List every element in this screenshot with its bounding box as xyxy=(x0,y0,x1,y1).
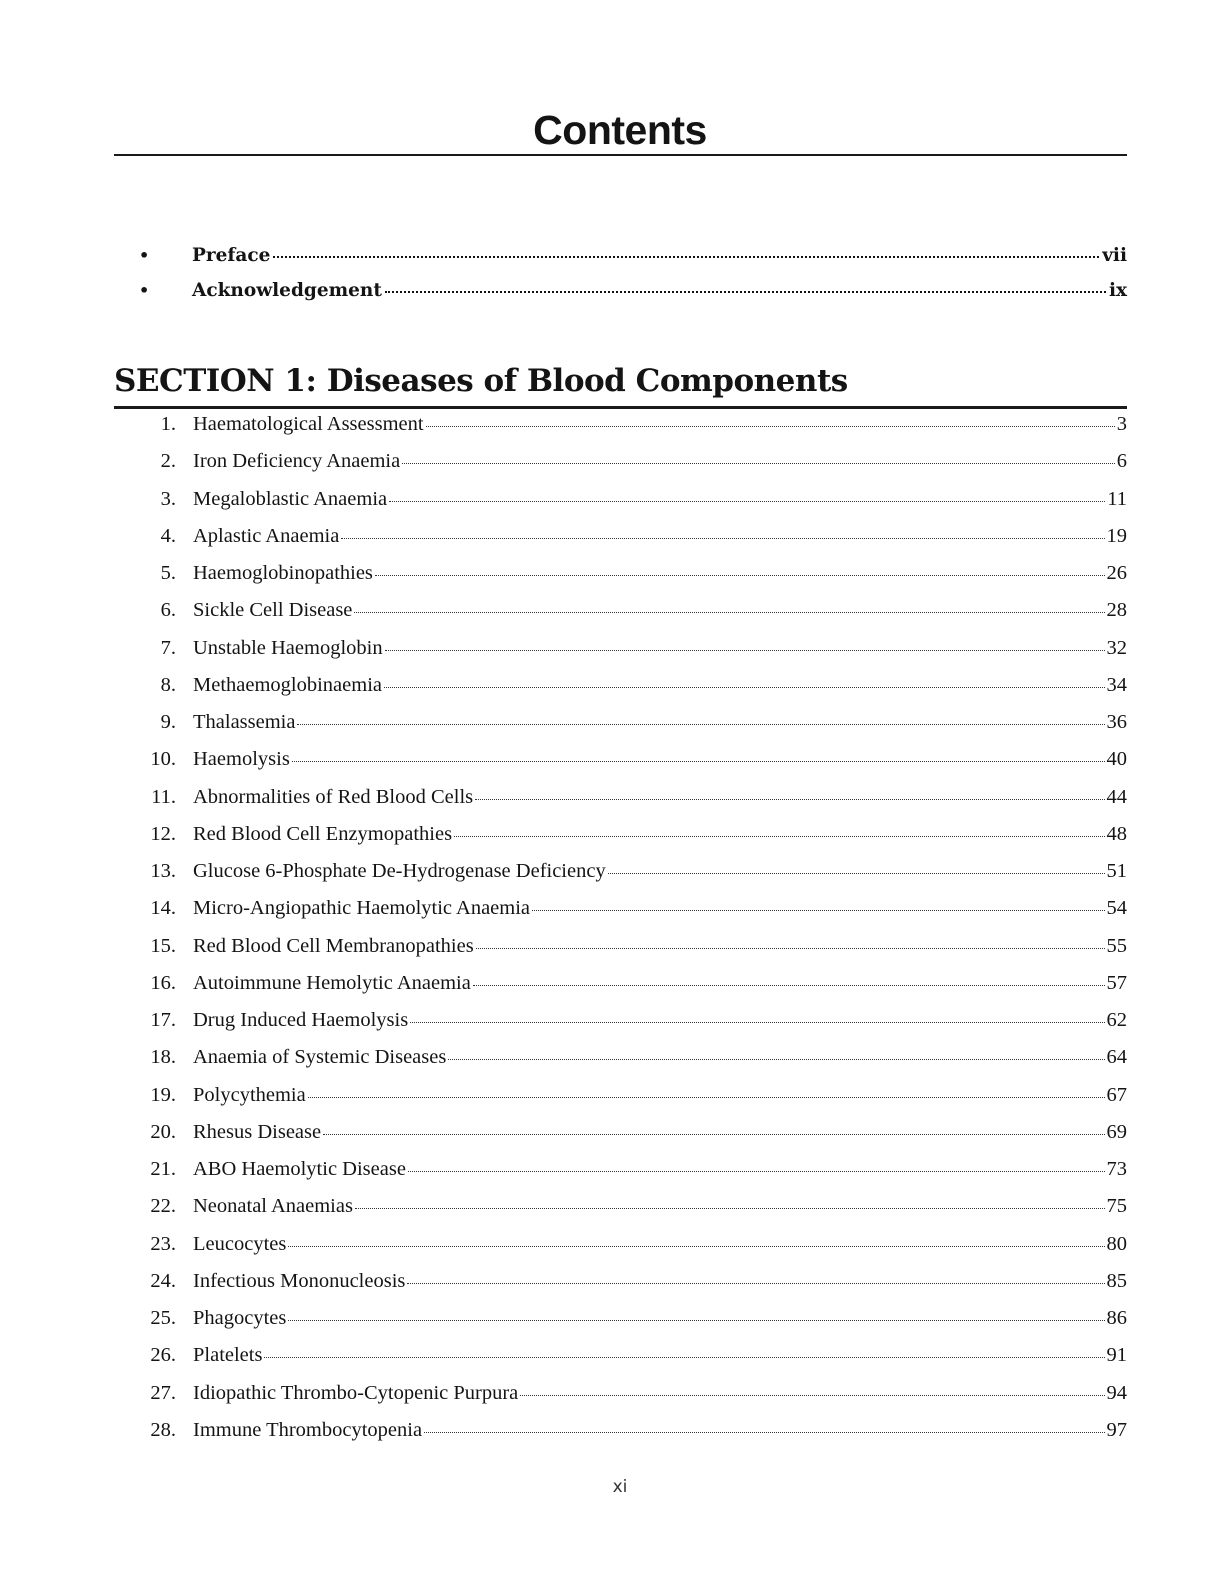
toc-entry[interactable] xyxy=(114,823,1127,860)
toc-entry[interactable] xyxy=(114,674,1127,711)
chapter-title: Platelets xyxy=(193,1344,263,1367)
chapter-title: Red Blood Cell Enzymopathies xyxy=(193,822,453,845)
chapter-title: Methaemoglobinaemia xyxy=(193,673,382,696)
chapter-page: 94 xyxy=(1106,1381,1127,1404)
chapter-page: 97 xyxy=(1106,1418,1127,1441)
toc-entry[interactable] xyxy=(114,562,1127,599)
chapter-number: 20. xyxy=(150,1120,176,1143)
chapter-title: Sickle Cell Disease xyxy=(193,599,353,622)
toc-entry[interactable] xyxy=(114,860,1127,897)
dot-leader xyxy=(520,1395,1104,1396)
toc-entry[interactable] xyxy=(114,450,1127,487)
front-matter-item[interactable] xyxy=(114,280,1127,315)
chapter-title: Infectious Mononucleosis xyxy=(193,1269,406,1292)
toc-entry[interactable] xyxy=(114,1233,1127,1270)
toc-entry[interactable] xyxy=(114,1121,1127,1158)
toc-entry[interactable] xyxy=(114,786,1127,823)
chapter-page: 11 xyxy=(1107,487,1127,510)
dot-leader xyxy=(375,575,1105,576)
dot-leader xyxy=(341,538,1104,539)
toc-entry[interactable] xyxy=(114,1307,1127,1344)
chapter-title: Polycythemia xyxy=(193,1083,306,1106)
chapter-page: 19 xyxy=(1106,524,1127,547)
chapter-title: Abnormalities of Red Blood Cells xyxy=(193,785,474,808)
front-matter-page: ix xyxy=(1108,280,1127,301)
toc-list xyxy=(114,413,1127,1456)
chapter-page: 80 xyxy=(1106,1232,1127,1255)
dot-leader xyxy=(264,1357,1104,1358)
chapter-number: 1. xyxy=(160,413,176,435)
title-rule xyxy=(114,154,1127,156)
dot-leader xyxy=(475,799,1104,800)
toc-entry[interactable] xyxy=(114,1419,1127,1456)
toc-entry[interactable] xyxy=(114,935,1127,972)
chapter-page: 44 xyxy=(1106,785,1127,808)
chapter-page: 73 xyxy=(1106,1158,1127,1180)
chapter-page: 69 xyxy=(1106,1120,1127,1143)
dot-leader xyxy=(385,650,1105,651)
chapter-title: Drug Induced Haemolysis xyxy=(193,1009,409,1031)
chapter-number: 8. xyxy=(160,673,176,696)
toc-entry[interactable] xyxy=(114,748,1127,785)
toc-entry[interactable] xyxy=(114,897,1127,934)
chapter-number: 21. xyxy=(150,1158,176,1180)
dot-leader xyxy=(385,291,1106,293)
front-matter-item[interactable] xyxy=(114,245,1127,280)
chapter-number: 26. xyxy=(150,1344,176,1367)
section-rule xyxy=(114,406,1127,409)
toc-entry[interactable] xyxy=(114,1046,1127,1083)
chapter-title: Micro-Angiopathic Haemolytic Anaemia xyxy=(193,897,531,920)
chapter-number: 24. xyxy=(150,1269,176,1292)
chapter-number: 11. xyxy=(151,785,176,808)
chapter-page: 91 xyxy=(1106,1344,1127,1367)
chapter-page: 54 xyxy=(1106,897,1127,920)
chapter-number: 17. xyxy=(150,1009,176,1031)
chapter-page: 51 xyxy=(1106,860,1127,882)
chapter-title: Thalassemia xyxy=(193,711,296,733)
chapter-title: Haemolysis xyxy=(193,748,290,771)
chapter-number: 13. xyxy=(150,860,176,882)
toc-entry[interactable] xyxy=(114,972,1127,1009)
chapter-number: 14. xyxy=(150,897,176,920)
chapter-title: Aplastic Anaemia xyxy=(193,524,340,547)
toc-entry[interactable] xyxy=(114,525,1127,562)
chapter-page: 62 xyxy=(1106,1009,1127,1031)
chapter-number: 2. xyxy=(160,450,176,473)
dot-leader xyxy=(288,1320,1104,1321)
chapter-page: 48 xyxy=(1106,822,1127,845)
chapter-number: 19. xyxy=(150,1083,176,1106)
front-matter-label: Acknowledgement xyxy=(192,280,382,301)
chapter-title: Phagocytes xyxy=(193,1307,287,1329)
chapter-page: 40 xyxy=(1106,748,1127,771)
chapter-page: 26 xyxy=(1106,562,1127,584)
dot-leader xyxy=(323,1134,1104,1135)
toc-entry[interactable] xyxy=(114,711,1127,748)
chapter-title: Haematological Assessment xyxy=(193,413,424,435)
dot-leader xyxy=(448,1059,1104,1060)
chapter-number: 7. xyxy=(160,636,176,659)
chapter-number: 6. xyxy=(160,599,176,622)
chapter-number: 23. xyxy=(150,1232,176,1255)
chapter-title: Megaloblastic Anaemia xyxy=(193,487,388,510)
chapter-page: 36 xyxy=(1106,711,1127,733)
chapter-title: Red Blood Cell Membranopathies xyxy=(193,934,474,957)
dot-leader xyxy=(355,1208,1105,1209)
front-matter-label: Preface xyxy=(192,245,271,266)
chapter-number: 10. xyxy=(150,748,176,771)
dot-leader xyxy=(608,873,1105,874)
dot-leader xyxy=(308,1097,1105,1098)
chapter-number: 25. xyxy=(150,1307,176,1329)
chapter-number: 27. xyxy=(150,1381,176,1404)
dot-leader xyxy=(402,463,1115,464)
chapter-page: 28 xyxy=(1106,599,1127,622)
chapter-number: 3. xyxy=(160,487,176,510)
front-matter-list xyxy=(114,245,1127,315)
toc-entry[interactable] xyxy=(114,488,1127,525)
bullet-icon: • xyxy=(139,246,150,265)
chapter-title: Anaemia of Systemic Diseases xyxy=(193,1046,447,1069)
dot-leader xyxy=(454,836,1104,837)
chapter-page: 57 xyxy=(1106,971,1127,994)
chapter-number: 15. xyxy=(150,934,176,957)
chapter-title: Glucose 6-Phosphate De-Hydrogenase Deficiency xyxy=(193,860,606,882)
toc-entry[interactable] xyxy=(114,1344,1127,1381)
toc-entry[interactable] xyxy=(114,1084,1127,1121)
toc-entry[interactable] xyxy=(114,599,1127,636)
chapter-number: 16. xyxy=(150,971,176,994)
dot-leader xyxy=(389,501,1105,502)
toc-entry[interactable] xyxy=(114,1195,1127,1232)
chapter-title: Iron Deficiency Anaemia xyxy=(193,450,401,473)
dot-leader xyxy=(424,1432,1104,1433)
dot-leader xyxy=(410,1022,1104,1023)
chapter-title: Leucocytes xyxy=(193,1232,287,1255)
chapter-page: 55 xyxy=(1106,934,1127,957)
toc-entry[interactable] xyxy=(114,413,1127,450)
bullet-icon: • xyxy=(139,281,150,300)
chapter-title: Haemoglobinopathies xyxy=(193,562,373,584)
dot-leader xyxy=(354,612,1104,613)
chapter-title: Neonatal Anaemias xyxy=(193,1195,353,1218)
chapter-number: 12. xyxy=(150,822,176,845)
chapter-page: 3 xyxy=(1116,413,1127,435)
dot-leader xyxy=(426,426,1115,427)
chapter-number: 9. xyxy=(160,711,176,733)
toc-entry[interactable] xyxy=(114,1009,1127,1046)
chapter-title: ABO Haemolytic Disease xyxy=(193,1158,406,1180)
front-matter-page: vii xyxy=(1102,245,1127,266)
dot-leader xyxy=(473,985,1105,986)
chapter-number: 5. xyxy=(160,562,176,584)
chapter-number: 28. xyxy=(150,1418,176,1441)
dot-leader xyxy=(532,910,1104,911)
toc-entry[interactable] xyxy=(114,1270,1127,1307)
chapter-title: Rhesus Disease xyxy=(193,1120,322,1143)
dot-leader xyxy=(273,256,1099,258)
dot-leader xyxy=(384,687,1105,688)
chapter-title: Idiopathic Thrombo-Cytopenic Purpura xyxy=(193,1381,519,1404)
toc-entry[interactable] xyxy=(114,637,1127,674)
page-number: xi xyxy=(612,1477,628,1497)
dot-leader xyxy=(407,1283,1104,1284)
chapter-page: 64 xyxy=(1106,1046,1127,1069)
page-title: Contents xyxy=(533,107,707,153)
toc-entry[interactable] xyxy=(114,1158,1127,1195)
dot-leader xyxy=(476,948,1105,949)
chapter-page: 85 xyxy=(1106,1269,1127,1292)
chapter-number: 22. xyxy=(150,1195,176,1218)
chapter-title: Autoimmune Hemolytic Anaemia xyxy=(193,971,471,994)
chapter-page: 75 xyxy=(1106,1195,1127,1218)
chapter-number: 18. xyxy=(150,1046,176,1069)
chapter-title: Unstable Haemoglobin xyxy=(193,636,383,659)
section-title: SECTION 1: Diseases of Blood Components xyxy=(114,363,848,399)
dot-leader xyxy=(288,1246,1104,1247)
toc-entry[interactable] xyxy=(114,1382,1127,1419)
chapter-page: 32 xyxy=(1106,636,1127,659)
dot-leader xyxy=(297,724,1104,725)
dot-leader xyxy=(408,1171,1105,1172)
chapter-title: Immune Thrombocytopenia xyxy=(193,1418,423,1441)
chapter-page: 67 xyxy=(1106,1083,1127,1106)
dot-leader xyxy=(292,761,1105,762)
chapter-page: 86 xyxy=(1106,1307,1127,1329)
chapter-page: 34 xyxy=(1106,673,1127,696)
chapter-page: 6 xyxy=(1116,450,1127,473)
chapter-number: 4. xyxy=(160,524,176,547)
